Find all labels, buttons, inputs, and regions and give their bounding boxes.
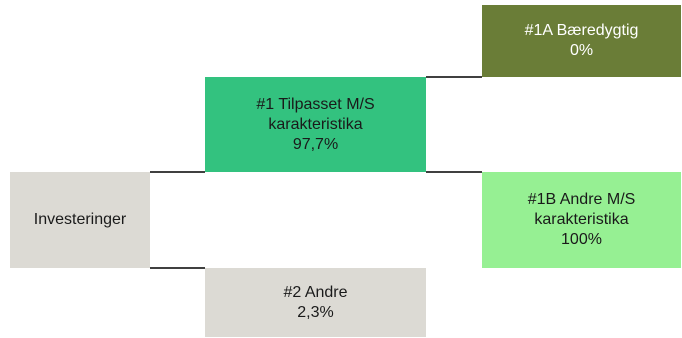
node-baeredygtig-value: 0% [569,42,594,59]
node-andre-ms-line1: #1B Andre M/S [527,191,636,208]
node-tilpasset-ms [205,77,426,172]
node-baeredygtig [482,5,681,77]
node-andre-ms [482,172,681,268]
node-andre-line1: #2 Andre [283,283,348,301]
node-investeringer-label: Investeringer [33,211,127,228]
node-andre-value: 2,3% [297,303,334,321]
node-tilpasset-line2: karakteristika [268,115,363,133]
node-investeringer [10,172,150,268]
node-tilpasset-line1: #1 Tilpasset M/S [256,95,375,113]
node-baeredygtig-line1: #1A Bæredygtig [524,22,639,39]
node-andre-ms-line2: karakteristika [534,211,629,228]
node-andre [205,268,426,337]
node-tilpasset-value: 97,7% [292,135,339,153]
node-andre-ms-value: 100% [561,231,602,248]
